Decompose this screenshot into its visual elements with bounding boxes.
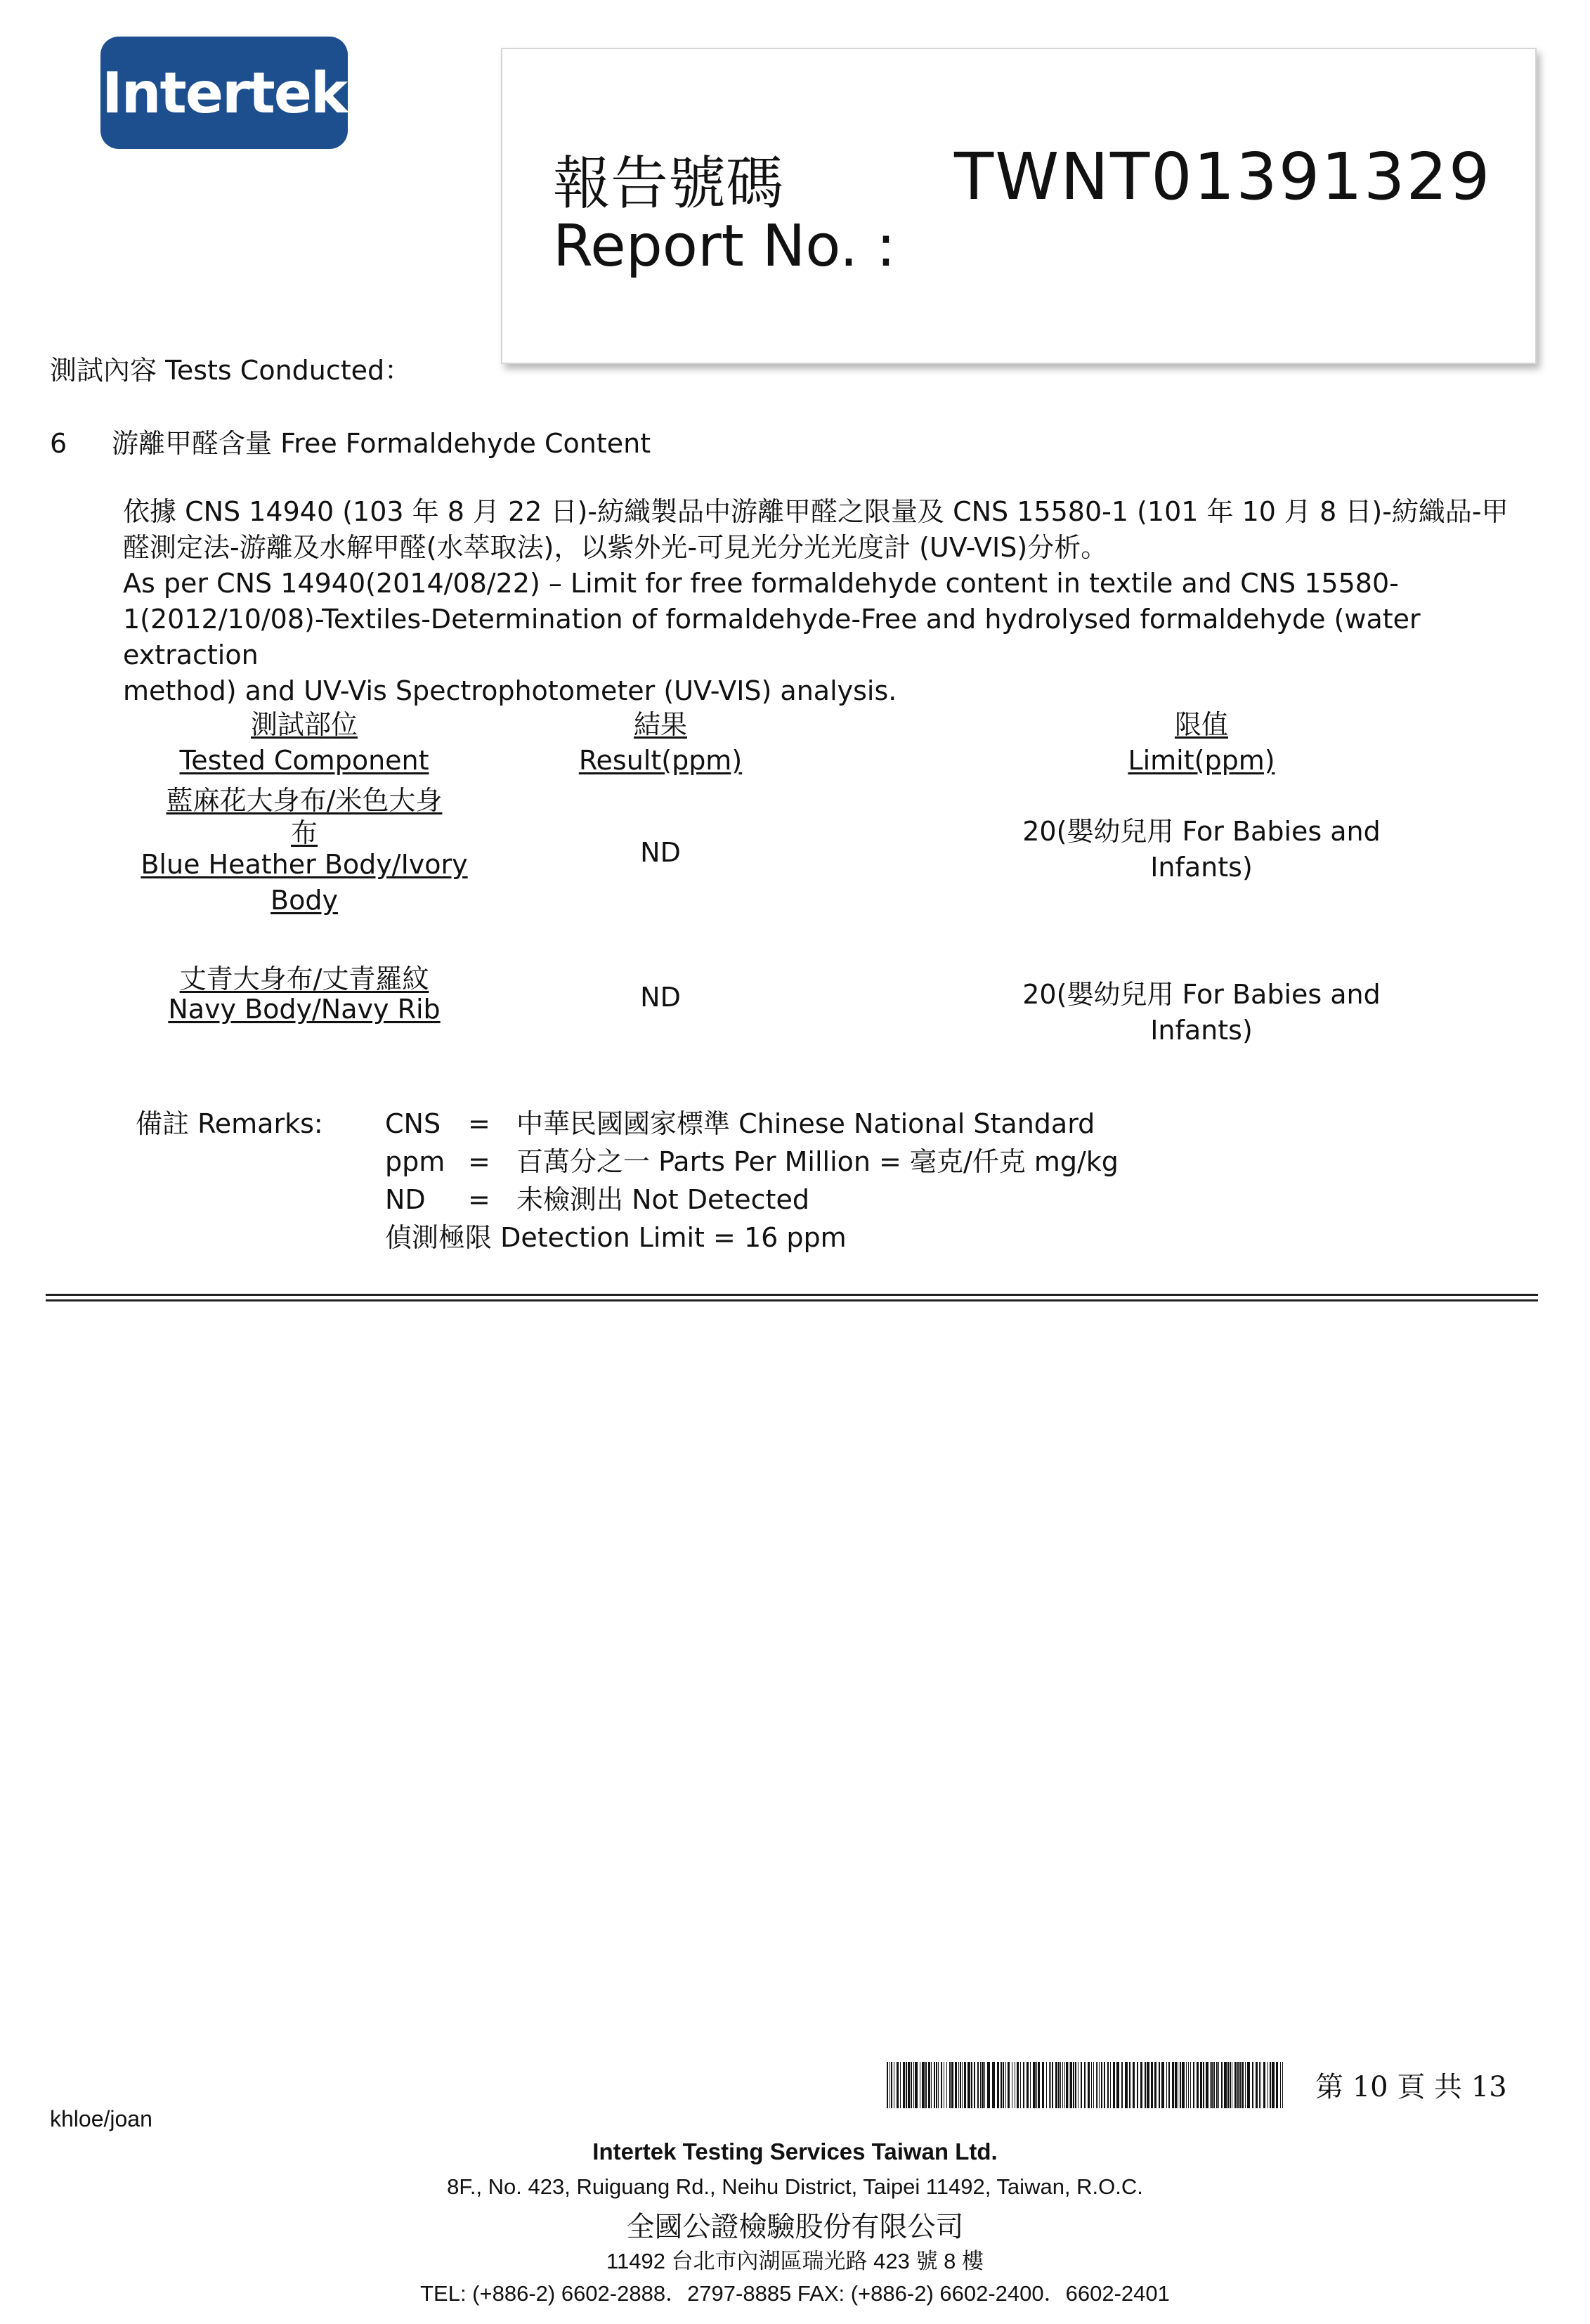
company-phone-fax: TEL: (+886-2) 6602-2888．2797-8885 FAX: (+886-2) 6602-2400．6602-2401: [420, 2281, 1170, 2306]
company-address-en: 8F., No. 423, Ruiguang Rd., Neihu District, Taipei 11492, Taiwan, R.O.C.: [447, 2174, 1143, 2199]
tests-conducted-label: 測試內容 Tests Conducted：: [50, 355, 412, 386]
separator-line: [46, 1299, 1538, 1301]
remark-equals: =: [468, 1146, 490, 1177]
author-initials: khloe/joan: [50, 2106, 152, 2131]
page-number: 第 10 頁 共 13: [1315, 2071, 1507, 2103]
remark-desc: 百萬分之一 Parts Per Million = 毫克/仟克 mg/kg: [516, 1146, 1119, 1177]
logo-text: Intertek: [101, 60, 347, 126]
remark-desc: 未檢測出 Not Detected: [516, 1184, 809, 1215]
remark-desc: 中華民國國家標準 Chinese National Standard: [516, 1108, 1095, 1139]
table-row-2-component: 丈青大身布/丈青羅紋 Navy Body/Navy Rib: [168, 963, 441, 1025]
remark-abbr: ND: [385, 1184, 426, 1215]
method-line: 1(2012/10/08)-Textiles-Determination of formaldehyde-Free and hydrolysed formaldehyde (water extraction: [123, 604, 1421, 670]
remarks-title: 備註 Remarks:: [136, 1108, 323, 1139]
remark-equals: =: [468, 1184, 490, 1215]
method-line: method) and UV-Vis Spectrophotometer (UV-VIS) analysis.: [123, 675, 897, 706]
section-heading: [50, 422, 651, 460]
section-title: 游離甲醛含量 Free Formaldehyde Content: [112, 428, 651, 459]
method-line: 醛測定法-游離及水解甲醛(水萃取法)，以紫外光-可見光分光光度計 (UV-VIS)分析。: [123, 532, 1108, 563]
report-label-zh: 報告號碼: [553, 150, 784, 217]
method-line: 依據 CNS 14940 (103 年 8 月 22 日)-紡織製品中游離甲醛之限量及 CNS 15580-1 (101 年 10 月 8 日)-紡織品-甲: [123, 496, 1508, 527]
test-method-paragraph: [123, 494, 1521, 709]
header-limit: 限值 Limit(ppm): [1128, 709, 1275, 776]
remark-abbr: CNS: [385, 1108, 441, 1139]
table-row-1-limit: 20(嬰幼兒用 For Babies and Infants): [1022, 816, 1381, 883]
table-row-1-component: 藍麻花大身布/米色大身 布 Blue Heather Body/Ivory Body: [141, 785, 468, 916]
barcode-image: [885, 2062, 1286, 2108]
report-label-en: Report No. :: [553, 213, 896, 280]
table-row-2-limit: 20(嬰幼兒用 For Babies and Infants): [1022, 979, 1381, 1046]
header-tested-component: 測試部位 Tested Component: [179, 709, 429, 776]
table-row-1-result: ND: [640, 837, 681, 868]
intertek-logo: [100, 37, 348, 149]
separator-line: [46, 1294, 1538, 1296]
company-name-en: Intertek Testing Services Taiwan Ltd.: [592, 2138, 998, 2164]
company-name-zh: 全國公證檢驗股份有限公司: [626, 2211, 964, 2243]
report-number-box: [501, 48, 1537, 364]
remark-abbr: ppm: [385, 1146, 445, 1177]
header-result: 結果 Result(ppm): [578, 709, 743, 776]
company-address-zh: 11492 台北市內湖區瑞光路 423 號 8 樓: [606, 2249, 984, 2273]
table-row-2-result: ND: [640, 982, 681, 1013]
remark-equals: =: [468, 1108, 490, 1139]
report-number: TWNT01391329: [954, 139, 1492, 214]
method-line: As per CNS 14940(2014/08/22) – Limit for free formaldehyde content in textile and CNS 15580-: [123, 568, 1399, 599]
section-number: 6: [50, 428, 67, 459]
detection-limit: 偵測極限 Detection Limit = 16 ppm: [385, 1222, 847, 1253]
